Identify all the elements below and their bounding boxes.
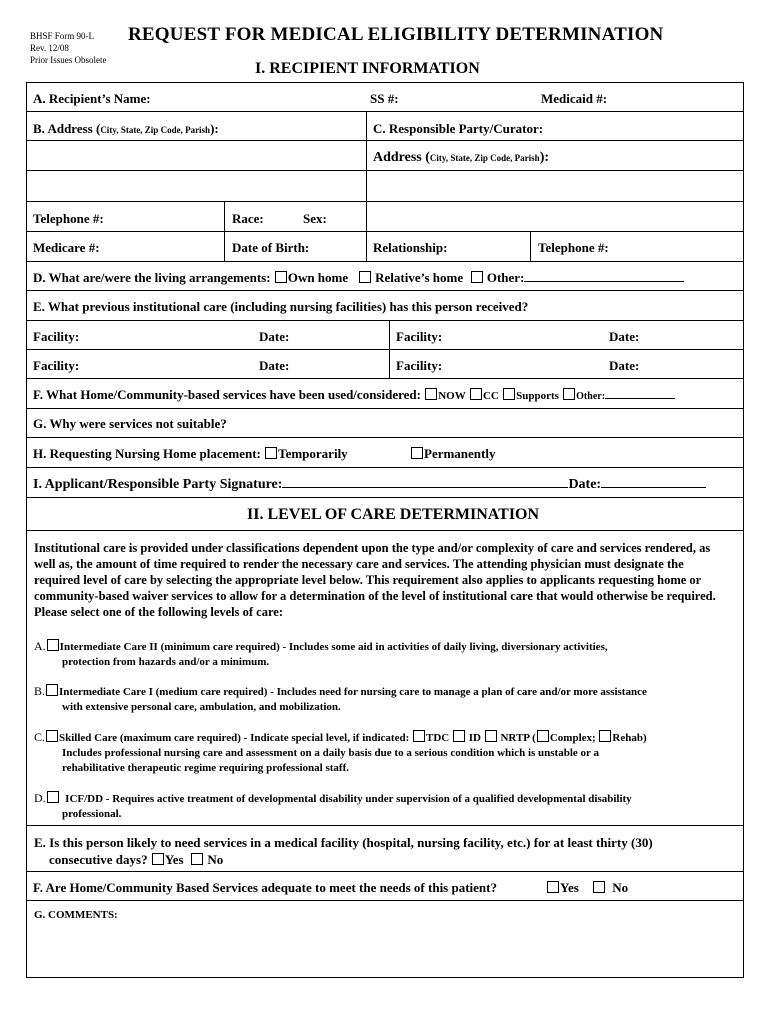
medical-facility-question-cont: consecutive days?	[49, 852, 148, 867]
dob-label: Date of Birth:	[232, 240, 310, 255]
medical-facility-question-text: E. Is this person likely to need services in a medical facility (hospital, nursing facility, etc.) for at least thirty (30)	[34, 835, 653, 850]
row-divider	[26, 320, 744, 321]
option-c-text-cont: Includes professional nursing care and assessment on a daily basis due to a serious condition which is unstable or a	[62, 747, 599, 759]
rehab-checkbox[interactable]	[599, 730, 611, 742]
permanently-checkbox[interactable]	[411, 447, 423, 459]
column-divider	[530, 231, 531, 261]
row-divider	[26, 261, 744, 262]
row-divider	[26, 900, 744, 901]
section-2-title: II. LEVEL OF CARE DETERMINATION	[247, 506, 540, 523]
address-label: B. Address (City, State, Zip Code, Parish):	[33, 121, 219, 136]
ss-label: SS #:	[370, 91, 399, 106]
row-divider	[26, 111, 744, 112]
medicare-label: Medicare #:	[33, 240, 100, 255]
option-c-letter: C.	[34, 730, 46, 744]
previous-care-label: E. What previous institutional care (including nursing facilities) has this person received?	[33, 299, 529, 314]
now-checkbox[interactable]	[425, 388, 437, 400]
other-checkbox[interactable]	[471, 271, 483, 283]
form-title: REQUEST FOR MEDICAL ELIGIBILITY DETERMINATION	[128, 24, 664, 45]
row-divider	[26, 349, 744, 350]
other-label: Other:	[486, 270, 525, 285]
hcbs-services-row	[33, 387, 675, 403]
column-divider	[389, 320, 390, 378]
intermediate-care-ii-checkbox[interactable]	[47, 639, 59, 651]
option-d	[34, 791, 744, 822]
column-divider	[224, 201, 225, 261]
facility-label: Facility:	[396, 358, 443, 373]
intermediate-care-i-checkbox[interactable]	[46, 684, 58, 696]
id-checkbox[interactable]	[453, 730, 465, 742]
nrtp-label: NRTP (	[500, 732, 536, 744]
medical-facility-question	[34, 834, 734, 868]
option-b-text-cont: with extensive personal care, ambulation, and mobilization.	[62, 701, 341, 713]
row-divider	[26, 408, 744, 409]
signature-label: I. Applicant/Responsible Party Signature:	[33, 477, 283, 492]
hcbs-services-label: F. What Home/Community-based services have been used/considered:	[33, 387, 421, 402]
icf-dd-checkbox[interactable]	[47, 791, 59, 803]
medical-facility-no-checkbox[interactable]	[191, 853, 203, 865]
facility-label: Facility:	[33, 358, 80, 373]
cc-checkbox[interactable]	[470, 388, 482, 400]
complex-checkbox[interactable]	[537, 730, 549, 742]
option-c	[34, 730, 744, 776]
supports-label: Supports	[516, 390, 559, 402]
yes-label: Yes	[560, 880, 579, 895]
why-not-suitable-label: G. Why were services not suitable?	[33, 416, 227, 431]
living-arrangements-row	[33, 270, 684, 286]
option-b-text: Intermediate Care I (medium care required) - Includes need for nursing care to manage a plan of care and/or more assistance	[59, 686, 647, 698]
option-a	[34, 639, 744, 670]
telephone2-label: Telephone #:	[538, 240, 609, 255]
hcbs-adequate-question: F. Are Home/Community Based Services adequate to meet the needs of this patient?	[33, 880, 497, 895]
skilled-care-checkbox[interactable]	[46, 730, 58, 742]
option-d-text: ICF/DD - Requires active treatment of developmental disability under supervision of a qualified developmental disability	[65, 793, 632, 805]
option-d-text-cont: professional.	[62, 808, 122, 820]
own-home-label: Own home	[287, 270, 349, 285]
form-number: BHSF Form 90-L	[30, 31, 95, 41]
row-divider	[26, 871, 744, 872]
living-arrangements-label: D. What are/were the living arrangements:	[33, 270, 271, 285]
responsible-party-label: C. Responsible Party/Curator:	[373, 121, 544, 136]
nursing-home-placement-label: H. Requesting Nursing Home placement:	[33, 446, 261, 461]
comments-label: G. COMMENTS:	[34, 909, 118, 921]
services-other-label: Other:	[576, 391, 606, 402]
row-divider	[26, 231, 744, 232]
row-divider	[26, 530, 744, 531]
cc-label: CC	[482, 390, 499, 402]
option-b	[34, 684, 744, 715]
facility-label: Facility:	[33, 329, 80, 344]
date-label: Date:	[609, 329, 640, 344]
relatives-home-checkbox[interactable]	[359, 271, 371, 283]
row-divider	[26, 825, 744, 826]
temporarily-checkbox[interactable]	[265, 447, 277, 459]
services-other-checkbox[interactable]	[563, 388, 575, 400]
services-other-line[interactable]	[605, 387, 675, 399]
row-divider	[26, 290, 744, 291]
option-b-letter: B.	[34, 684, 46, 698]
temporarily-label: Temporarily	[278, 446, 348, 461]
responsible-address-label: Address (City, State, Zip Code, Parish):	[373, 150, 550, 165]
supports-checkbox[interactable]	[503, 388, 515, 400]
nrtp-checkbox[interactable]	[485, 730, 497, 742]
option-a-text-cont: protection from hazards and/or a minimum.	[62, 656, 270, 668]
date-label: Date:	[609, 358, 640, 373]
complex-label: Complex;	[549, 732, 596, 744]
recipient-name-label: A. Recipient’s Name:	[33, 91, 151, 106]
id-label: ID	[468, 732, 481, 744]
level-of-care-intro: Institutional care is provided under classifications dependent upon the type and/or complexity of care and services rendered, as well as, the amount of time required to render the necessary care and services. The attending physician must designate the required level of care by selecting the appropriate level below. This requirement also applies to applicants requesting home or community-based waiver services to allow for a determination of the level of institutional care that would otherwise be required. Please select one of the following levels of care:	[34, 541, 716, 619]
own-home-checkbox[interactable]	[275, 271, 287, 283]
relatives-home-label: Relative’s home	[375, 270, 464, 285]
rehab-label: Rehab)	[612, 732, 647, 744]
sex-label: Sex:	[303, 211, 327, 226]
signature-line[interactable]	[282, 476, 568, 488]
comments-area[interactable]	[32, 926, 738, 974]
option-d-letter: D.	[34, 791, 46, 805]
medicaid-label: Medicaid #:	[541, 91, 608, 106]
signature-date-label: Date:	[568, 477, 602, 492]
option-a-text: Intermediate Care II (minimum care required) - Includes some aid in activities of daily living, diversionary activities,	[59, 641, 608, 653]
permanently-option	[410, 446, 495, 462]
row-divider	[26, 378, 744, 379]
section-1-title: I. RECIPIENT INFORMATION	[255, 60, 480, 77]
form-header-meta	[30, 30, 107, 66]
tdc-label: TDC	[426, 732, 450, 744]
row-divider	[26, 467, 744, 468]
now-label: NOW	[438, 390, 466, 402]
medical-facility-yes-checkbox[interactable]	[152, 853, 164, 865]
hcbs-adequate-answers	[546, 880, 628, 896]
row-divider	[26, 497, 744, 498]
obsolete-note: Prior Issues Obsolete	[30, 55, 107, 65]
telephone-label: Telephone #:	[33, 211, 104, 226]
permanently-label: Permanently	[424, 446, 496, 461]
nursing-home-placement-row	[33, 446, 348, 462]
option-c-text-cont2: rehabilitative therapeutic regime requiring professional staff.	[62, 762, 349, 774]
relationship-label: Relationship:	[373, 240, 448, 255]
other-line[interactable]	[524, 270, 684, 282]
no-label: No	[612, 880, 629, 895]
row-divider	[26, 201, 744, 202]
signature-row	[33, 476, 706, 493]
hcbs-adequate-yes-checkbox[interactable]	[547, 881, 559, 893]
yes-label: Yes	[164, 852, 184, 867]
date-label: Date:	[259, 329, 290, 344]
facility-label: Facility:	[396, 329, 443, 344]
form-revision: Rev. 12/08	[30, 43, 69, 53]
hcbs-adequate-no-checkbox[interactable]	[593, 881, 605, 893]
race-label: Race:	[232, 211, 264, 226]
column-divider	[366, 111, 367, 261]
date-label: Date:	[259, 358, 290, 373]
option-a-letter: A.	[34, 639, 46, 653]
row-divider	[26, 170, 744, 171]
tdc-checkbox[interactable]	[413, 730, 425, 742]
option-c-text: Skilled Care (maximum care required) - Indicate special level, if indicated:	[59, 732, 410, 744]
signature-date-line[interactable]	[601, 476, 706, 488]
row-divider	[26, 140, 744, 141]
row-divider	[26, 437, 744, 438]
no-label: No	[207, 852, 224, 867]
